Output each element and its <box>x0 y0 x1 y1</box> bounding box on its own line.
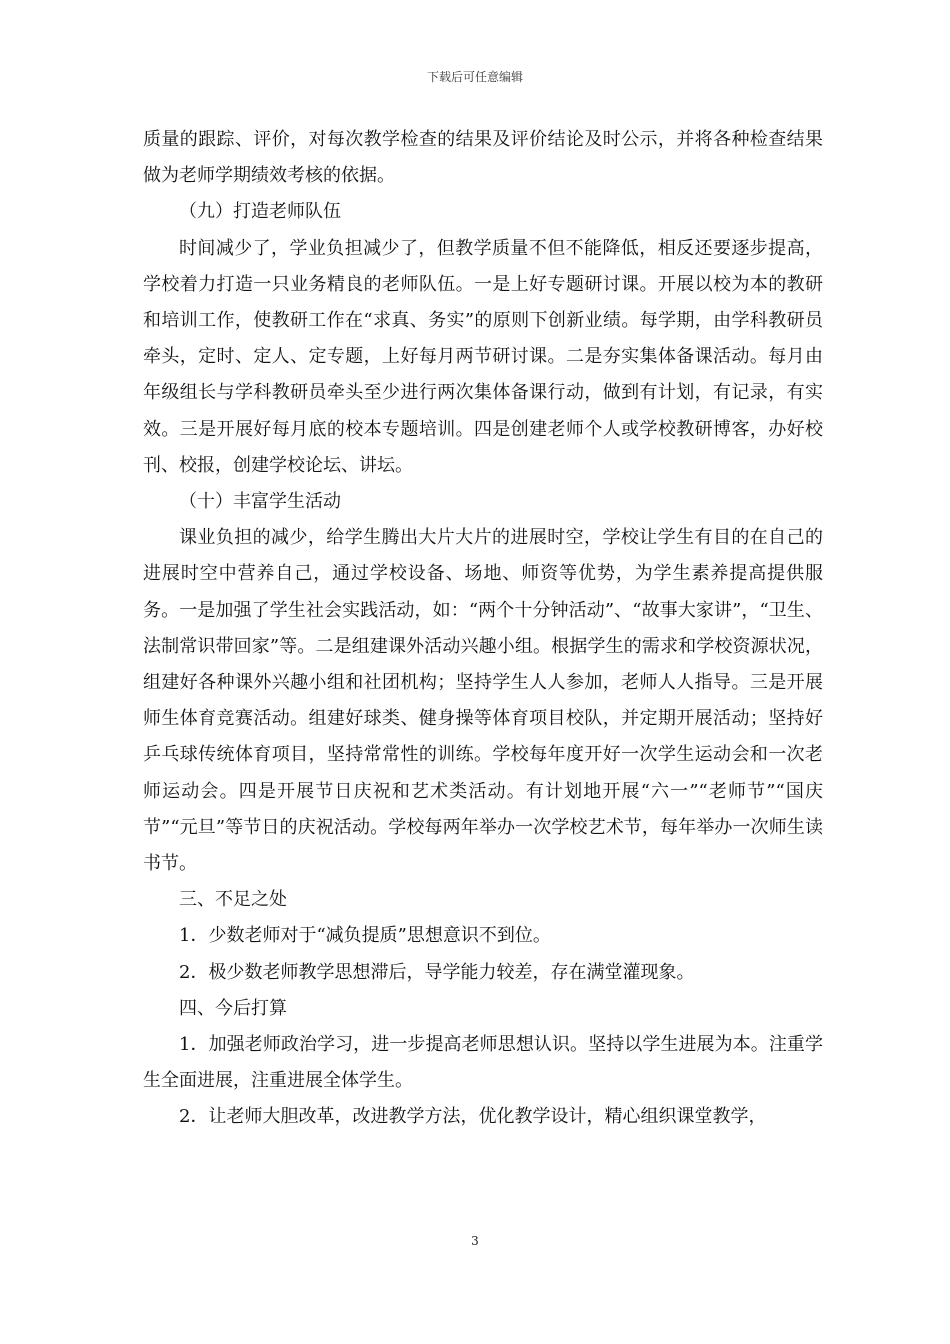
page-header: 下载后可任意编辑 <box>426 70 523 84</box>
paragraph-student-activities: 课业负担的减少，给学生腾出大片大片的进展时空，学校让学生有目的在自己的进展时空中营养自己，通过学校设备、场地、师资等优势，为学生素养提高提供服务。一是加强了学生社会实践活动，如：“两个十分钟活动”、“故事大家讲”，“卫生、法制常识带回家”等。二是组建课外活动兴趣小组。根据学生的需求和学校资源状况，组建好各种课外兴趣小组和社团机构；坚持学生人人参加，老师人人指导。三是开展师生体育竞赛活动。组建好球类、健身操等体育项目校队，并定期开展活动；坚持好乒乓球传统体育项目，坚持常常性的训练。学校每年度开好一次学生运动会和一次老师运动会。四是开展节日庆祝和艺术类活动。有计划地开展“六一”“老师节”“国庆节”“元旦”等节日的庆祝活动。学校每两年举办一次学校艺术节，每年举办一次师生读书节。 <box>143 527 823 875</box>
list-item-plan-1: 1．加强老师政治学习，进一步提高老师思想认识。坚持以学生进展为本。注重学生全面进展，注重进展全体学生。 <box>143 1034 823 1092</box>
section-heading-future-plans: 四、今后打算 <box>179 997 287 1019</box>
paragraph-teacher-team: 时间减少了，学业负担减少了，但教学质量不但不能降低，相反还要逐步提高，学校着力打造一只业务精良的老师队伍。一是上好专题研讨课。开展以校为本的教研和培训工作，使教研工作在“求真、务实”的原则下创新业绩。每学期，由学科教研员牵头，定时、定人、定专题，上好每月两节研讨课。二是夯实集体备课活动。每月由年级组长与学科教研员牵头至少进行两次集体备课行动，做到有计划，有记录，有实效。三是开展好每月底的校本专题培训。四是创建老师个人或学校教研博客，办好校刊、校报，创建学校论坛、讲坛。 <box>143 237 823 476</box>
section-heading-shortcomings: 三、不足之处 <box>179 889 287 911</box>
document-body <box>143 122 823 1136</box>
section-heading-teacher-team: （九）打造老师队伍 <box>179 201 341 223</box>
paragraph-inspection-continued: 质量的跟踪、评价，对每次教学检查的结果及评价结论及时公示，并将各种检查结果做为老师学期绩效考核的依据。 <box>143 129 823 187</box>
section-heading-student-activities: （十）丰富学生活动 <box>179 491 341 513</box>
list-item-plan-2: 2．让老师大胆改革，改进教学方法，优化教学设计，精心组织课堂教学， <box>179 1106 767 1128</box>
list-item-shortcoming-1: 1．少数老师对于“减负提质”思想意识不到位。 <box>179 925 551 947</box>
list-item-shortcoming-2: 2．极少数老师教学思想滞后，导学能力较差，存在满堂灌现象。 <box>179 961 695 983</box>
page-number: 3 <box>471 1234 479 1248</box>
